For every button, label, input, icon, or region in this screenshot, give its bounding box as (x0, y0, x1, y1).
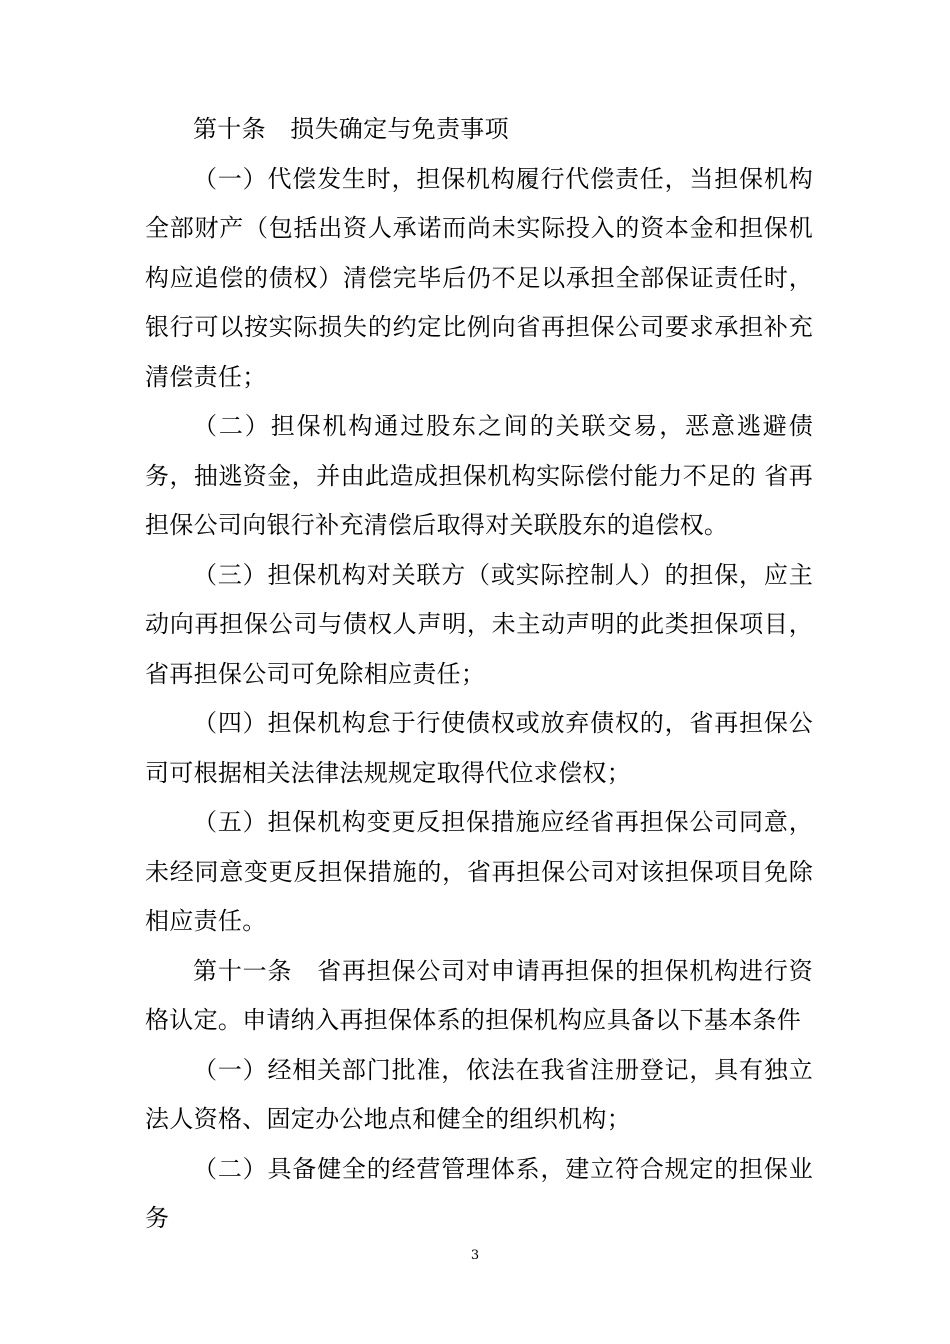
article-10-clause-3: （三）担保机构对关联方（或实际控制人）的担保，应主动向再担保公司与债权人声明，未主动声明的此类担保项目，省再担保公司可免除相应责任； (145, 560, 813, 688)
article-11-clause-2: （二）具备健全的经营管理体系，建立符合规定的担保业务 (145, 1154, 813, 1232)
article-10-clause-1: （一）代偿发生时，担保机构履行代偿责任，当担保机构全部财产（包括出资人承诺而尚未实际投入的资本金和担保机构应追偿的债权）清偿完毕后仍不足以承担全部保证责任时，银行可以按实际损失的约定比例向省再担保公司要求承担补充清偿责任； (145, 164, 813, 391)
article-10-clause-5: （五）担保机构变更反担保措施应经省再担保公司同意，未经同意变更反担保措施的，省再担保公司对该担保项目免除相应责任。 (145, 808, 813, 935)
article-10-heading: 第十条 损失确定与免责事项 (193, 115, 509, 143)
page-number: 3 (470, 1248, 480, 1263)
article-11-heading: 第十一条 省再担保公司对申请再担保的担保机构进行资格认定。申请纳入再担保体系的担保机构应具备以下基本条件 (145, 956, 813, 1034)
article-10-clause-2: （二）担保机构通过股东之间的关联交易，恶意逃避债务，抽逃资金，并由此造成担保机构实际偿付能力不足的 省再担保公司向银行补充清偿后取得对关联股东的追偿权。 (145, 412, 813, 539)
body-text (145, 105, 813, 1244)
article-10-clause-4: （四）担保机构怠于行使债权或放弃债权的，省再担保公司可根据相关法律法规规定取得代位求偿权； (145, 709, 813, 787)
article-11-clause-1: （一）经相关部门批准，依法在我省注册登记，具有独立法人资格、固定办公地点和健全的组织机构； (145, 1055, 813, 1133)
